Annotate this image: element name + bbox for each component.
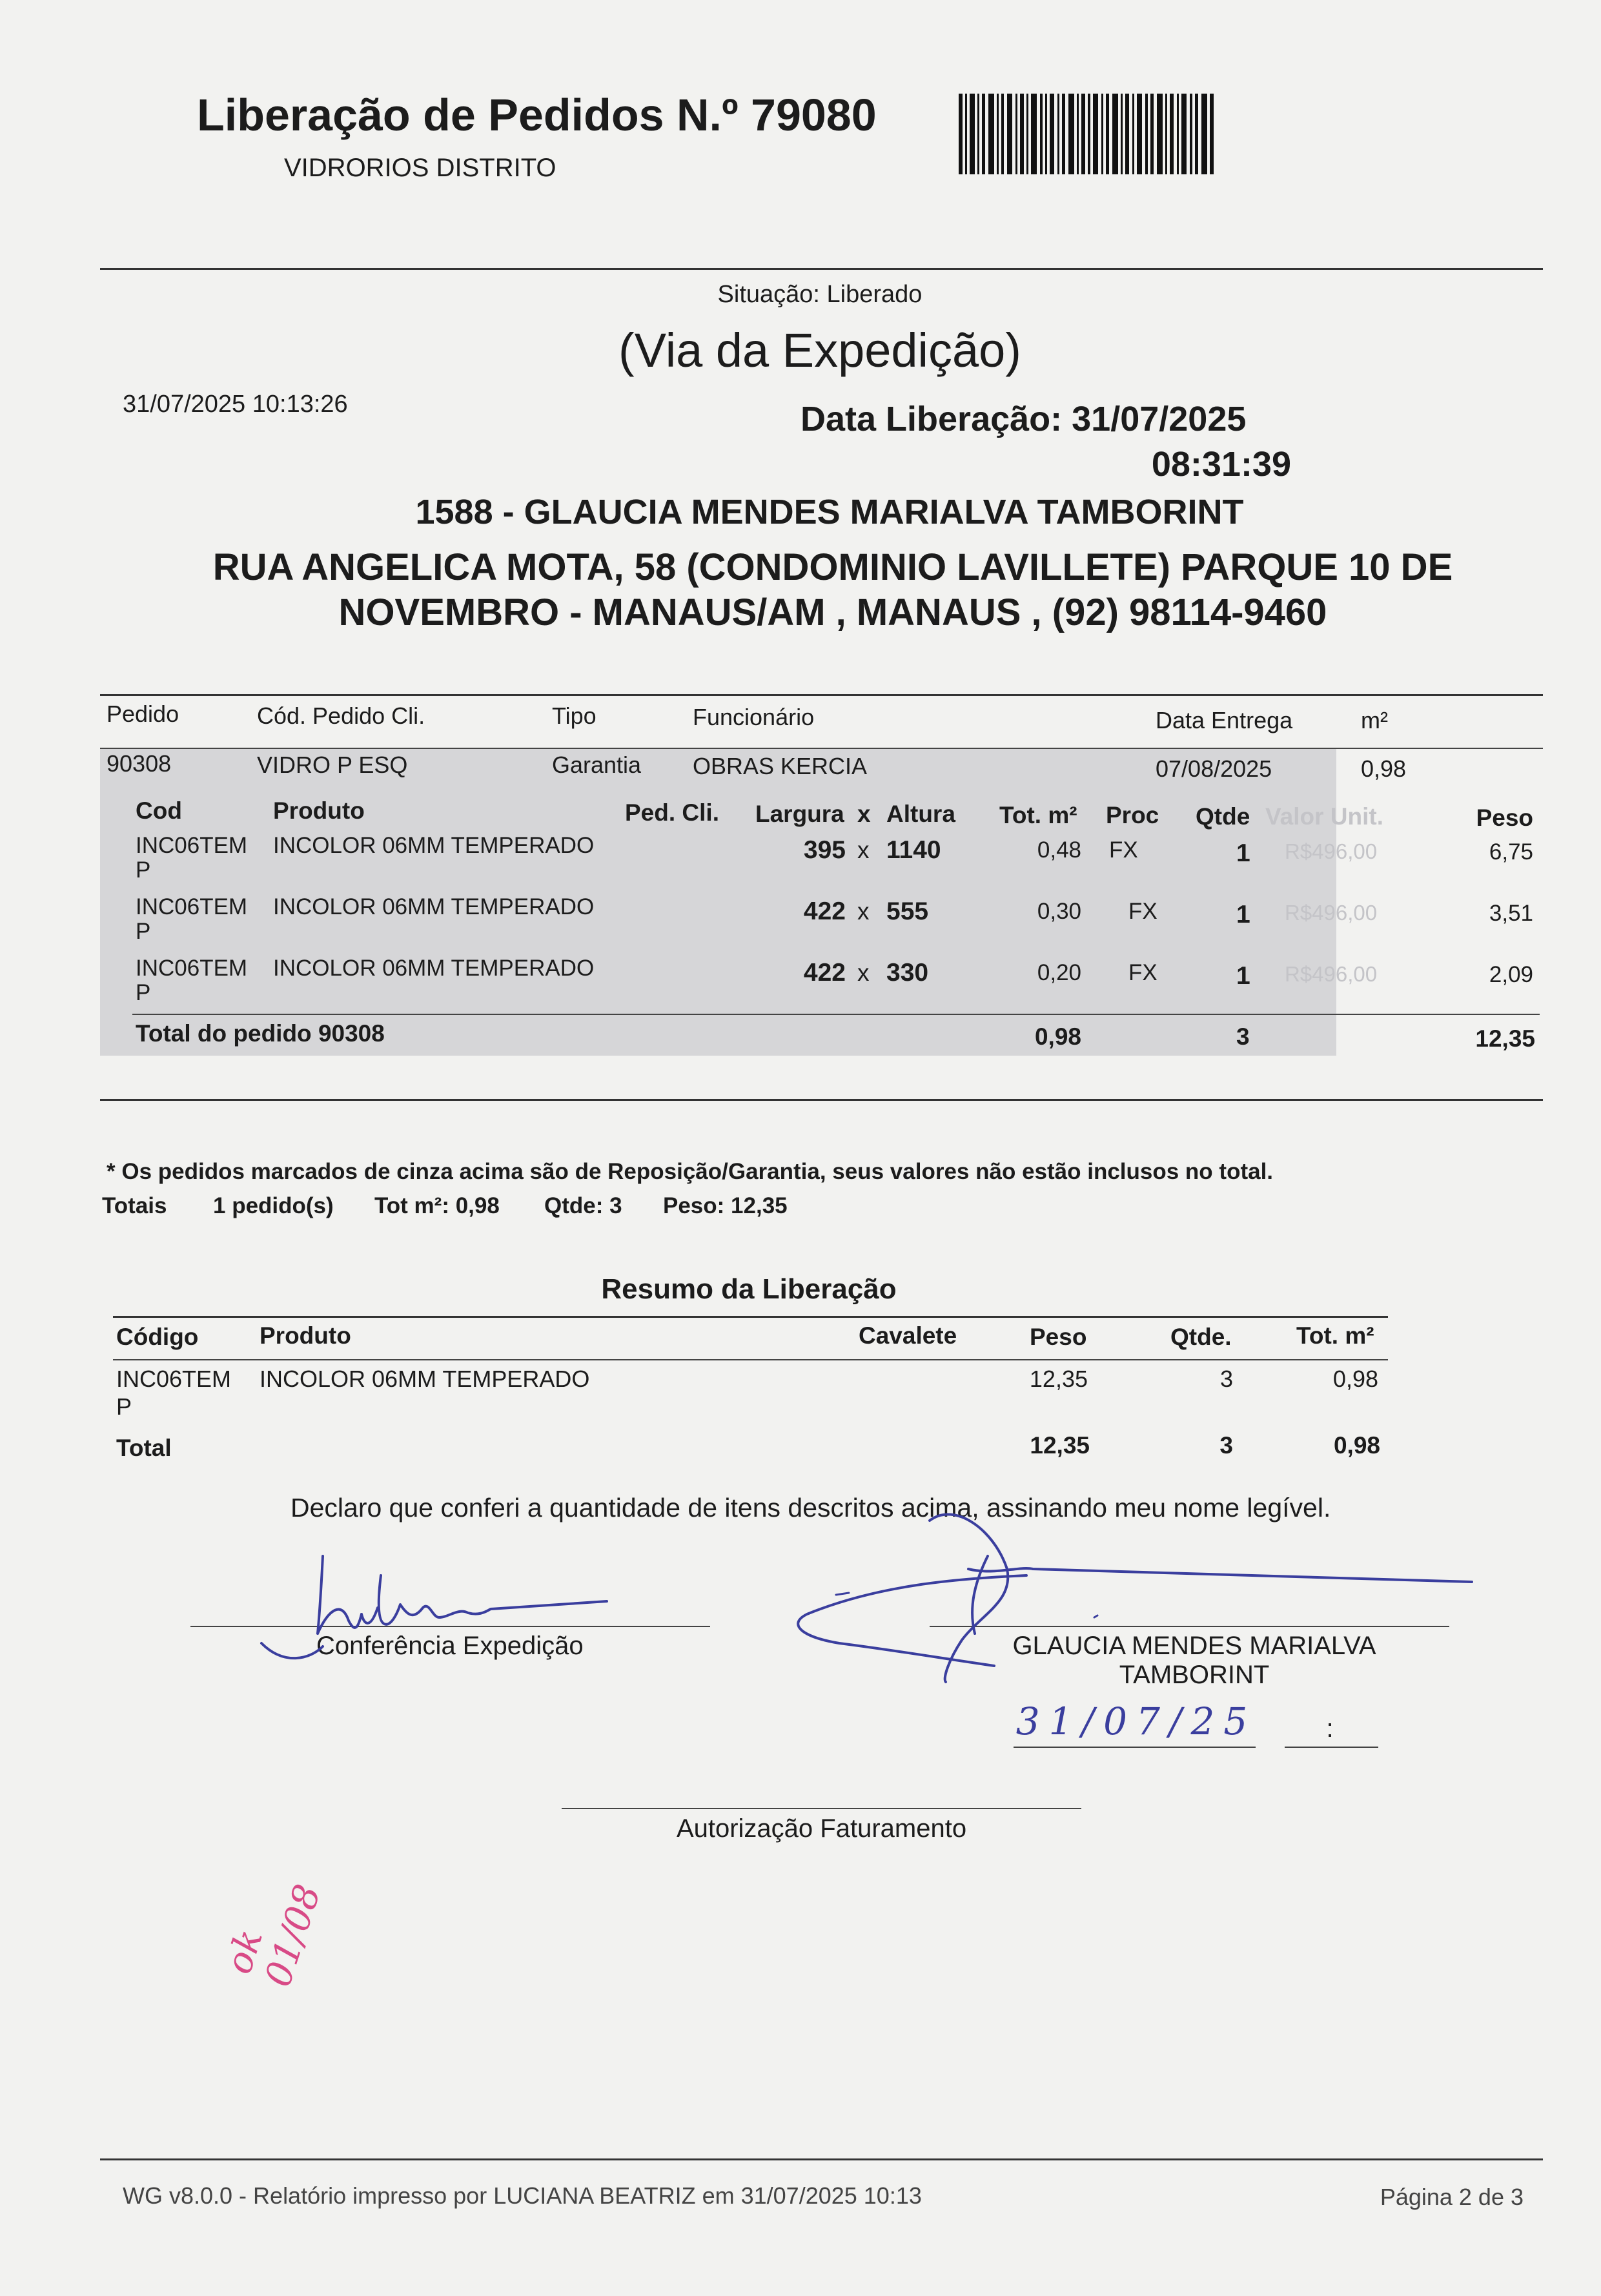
handwritten-note-date: 01/08 xyxy=(257,1880,329,1992)
item-header-ped-cli: Ped. Cli. xyxy=(625,799,719,826)
totais-label: Totais xyxy=(102,1193,167,1218)
client-signature-name-line2: TAMBORINT xyxy=(1119,1661,1270,1689)
item-proc: FX xyxy=(1128,899,1157,924)
order-cod-pedido-cli: VIDRO P ESQ xyxy=(257,752,408,778)
order-data-entrega: 07/08/2025 xyxy=(1156,755,1272,782)
company-name: VIDRORIOS DISTRITO xyxy=(284,154,556,182)
item-produto: INCOLOR 06MM TEMPERADO xyxy=(273,833,595,858)
item-header-x: x xyxy=(857,801,871,827)
order-total-line xyxy=(132,1014,1540,1015)
printed-datetime: 31/07/2025 10:13:26 xyxy=(123,391,348,418)
order-table-bottom-line xyxy=(100,1099,1543,1101)
item-largura: 422 xyxy=(803,959,846,987)
client-address-line1: RUA ANGELICA MOTA, 58 (CONDOMINIO LAVILLETE) PARQUE 10 DE xyxy=(212,546,1453,588)
footer-page-number: Página 2 de 3 xyxy=(1380,2184,1524,2210)
item-proc: FX xyxy=(1128,960,1157,985)
autorizacao-label: Autorização Faturamento xyxy=(676,1814,967,1843)
order-pedido: 90308 xyxy=(107,750,172,777)
totais-pedidos: 1 pedido(s) xyxy=(213,1193,334,1218)
item-cod: INC06TEM xyxy=(136,894,248,919)
col-header-m2: m² xyxy=(1361,707,1388,733)
item-peso: 2,09 xyxy=(1489,962,1533,987)
item-header-peso: Peso xyxy=(1476,805,1533,831)
conferencia-signature xyxy=(245,1537,633,1666)
resumo-title: Resumo da Liberação xyxy=(601,1273,897,1305)
resumo-total-tot-m2: 0,98 xyxy=(1333,1432,1380,1459)
col-header-funcionario: Funcionário xyxy=(693,704,815,730)
resumo-header-qtde: Qtde. xyxy=(1170,1324,1232,1350)
footer-divider xyxy=(100,2158,1543,2160)
totais-m2: Tot m²: 0,98 xyxy=(374,1193,500,1218)
barcode-bars xyxy=(959,94,1214,174)
totais-qtde: Qtde: 3 xyxy=(544,1193,622,1218)
order-total-label: Total do pedido 90308 xyxy=(136,1020,385,1047)
item-x: x xyxy=(857,959,870,986)
item-qtde: 1 xyxy=(1236,901,1250,928)
time-line xyxy=(1285,1747,1378,1748)
item-tot-m2: 0,48 xyxy=(1037,837,1081,863)
item-qtde: 1 xyxy=(1236,962,1250,990)
garantia-note: * Os pedidos marcados de cinza acima são de Reposição/Garantia, seus valores não estão inclusos no total. xyxy=(107,1159,1274,1184)
totais-peso: Peso: 12,35 xyxy=(663,1193,788,1218)
order-m2: 0,98 xyxy=(1361,755,1407,782)
item-header-tot-m2: Tot. m² xyxy=(999,802,1077,828)
col-header-tipo: Tipo xyxy=(552,702,597,729)
item-produto: INCOLOR 06MM TEMPERADO xyxy=(273,894,595,919)
client-name: 1588 - GLAUCIA MENDES MARIALVA TAMBORINT xyxy=(415,493,1244,531)
item-cod-suffix: P xyxy=(136,857,151,883)
data-liberacao: Data Liberação: 31/07/2025 xyxy=(800,400,1247,438)
order-total-qtde: 3 xyxy=(1236,1023,1250,1050)
item-altura: 555 xyxy=(886,897,929,925)
resumo-qtde: 3 xyxy=(1219,1366,1233,1392)
order-total-peso: 12,35 xyxy=(1475,1025,1535,1052)
item-header-altura: Altura xyxy=(886,801,955,827)
conferencia-label: Conferência Expedição xyxy=(316,1632,584,1660)
item-altura: 330 xyxy=(886,959,929,987)
order-header-line xyxy=(100,748,1543,749)
via-label: (Via da Expedição) xyxy=(618,323,1021,377)
order-tipo: Garantia xyxy=(552,752,642,778)
handwritten-date: 31/07/25 xyxy=(1015,1699,1257,1743)
resumo-top-line xyxy=(113,1316,1388,1318)
declaration-text: Declaro que conferi a quantidade de itens descritos acima, assinando meu nome legível. xyxy=(291,1493,1331,1522)
item-header-qtde: Qtde xyxy=(1196,803,1250,830)
item-cod-suffix: P xyxy=(136,980,151,1005)
resumo-peso: 12,35 xyxy=(1029,1366,1088,1392)
item-tot-m2: 0,30 xyxy=(1037,899,1081,924)
order-total-m2: 0,98 xyxy=(1034,1023,1081,1050)
client-address-line2: NOVEMBRO - MANAUS/AM , MANAUS , (92) 98114-9460 xyxy=(338,591,1327,633)
item-qtde: 1 xyxy=(1236,839,1250,867)
resumo-total-qtde: 3 xyxy=(1219,1432,1233,1459)
resumo-header-codigo: Código xyxy=(116,1324,199,1350)
handwritten-note xyxy=(218,1819,401,2010)
time-separator: : xyxy=(1326,1714,1334,1743)
client-signature-name-line1: GLAUCIA MENDES MARIALVA xyxy=(1012,1632,1376,1660)
order-table-top-line xyxy=(100,694,1543,696)
item-header-valor-unit: Valor Unit. xyxy=(1265,803,1383,830)
item-valor-unit: R$496,00 xyxy=(1285,962,1378,986)
autorizacao-line xyxy=(562,1808,1081,1809)
resumo-total-peso: 12,35 xyxy=(1030,1432,1090,1459)
item-largura: 422 xyxy=(803,897,846,925)
item-header-cod: Cod xyxy=(136,797,182,824)
item-peso: 3,51 xyxy=(1489,901,1533,926)
situacao-label: Situação: Liberado xyxy=(717,281,923,308)
item-cod-suffix: P xyxy=(136,919,151,944)
item-x: x xyxy=(857,898,870,925)
item-proc: FX xyxy=(1109,837,1138,863)
item-x: x xyxy=(857,837,870,863)
resumo-total-label: Total xyxy=(116,1435,172,1461)
resumo-codigo: INC06TEM xyxy=(116,1366,232,1392)
col-header-cod-pedido-cli: Cód. Pedido Cli. xyxy=(257,702,425,729)
item-peso: 6,75 xyxy=(1489,839,1533,865)
handwritten-note-ok: ok xyxy=(218,1924,272,1979)
item-altura: 1140 xyxy=(886,836,941,864)
item-valor-unit: R$496,00 xyxy=(1285,901,1378,925)
item-produto: INCOLOR 06MM TEMPERADO xyxy=(273,956,595,981)
resumo-header-produto: Produto xyxy=(260,1322,351,1349)
date-line xyxy=(1014,1747,1256,1748)
item-header-largura: Largura xyxy=(755,801,844,827)
header-divider xyxy=(100,268,1543,270)
item-cod: INC06TEM xyxy=(136,833,248,858)
resumo-header-tot-m2: Tot. m² xyxy=(1296,1322,1374,1349)
item-header-produto: Produto xyxy=(273,797,365,824)
item-cod: INC06TEM xyxy=(136,956,248,981)
resumo-produto: INCOLOR 06MM TEMPERADO xyxy=(260,1366,590,1392)
item-valor-unit: R$496,00 xyxy=(1285,839,1378,863)
client-signature xyxy=(762,1504,1485,1685)
resumo-header-line xyxy=(113,1359,1388,1360)
resumo-header-peso: Peso xyxy=(1030,1324,1087,1350)
resumo-tot-m2: 0,98 xyxy=(1332,1366,1378,1392)
item-tot-m2: 0,20 xyxy=(1037,960,1081,985)
item-largura: 395 xyxy=(803,836,846,864)
col-header-pedido: Pedido xyxy=(107,701,179,727)
barcode xyxy=(959,94,1214,174)
document-title: Liberação de Pedidos N.º 79080 xyxy=(197,90,877,140)
item-header-proc: Proc xyxy=(1106,802,1159,828)
footer-report-info: WG v8.0.0 - Relatório impresso por LUCIANA BEATRIZ em 31/07/2025 10:13 xyxy=(123,2182,922,2209)
hora-liberacao: 08:31:39 xyxy=(1151,445,1291,484)
order-funcionario: OBRAS KERCIA xyxy=(693,753,868,779)
resumo-codigo-suffix: P xyxy=(116,1393,132,1420)
resumo-header-cavalete: Cavalete xyxy=(859,1322,957,1349)
col-header-data-entrega: Data Entrega xyxy=(1156,707,1293,733)
